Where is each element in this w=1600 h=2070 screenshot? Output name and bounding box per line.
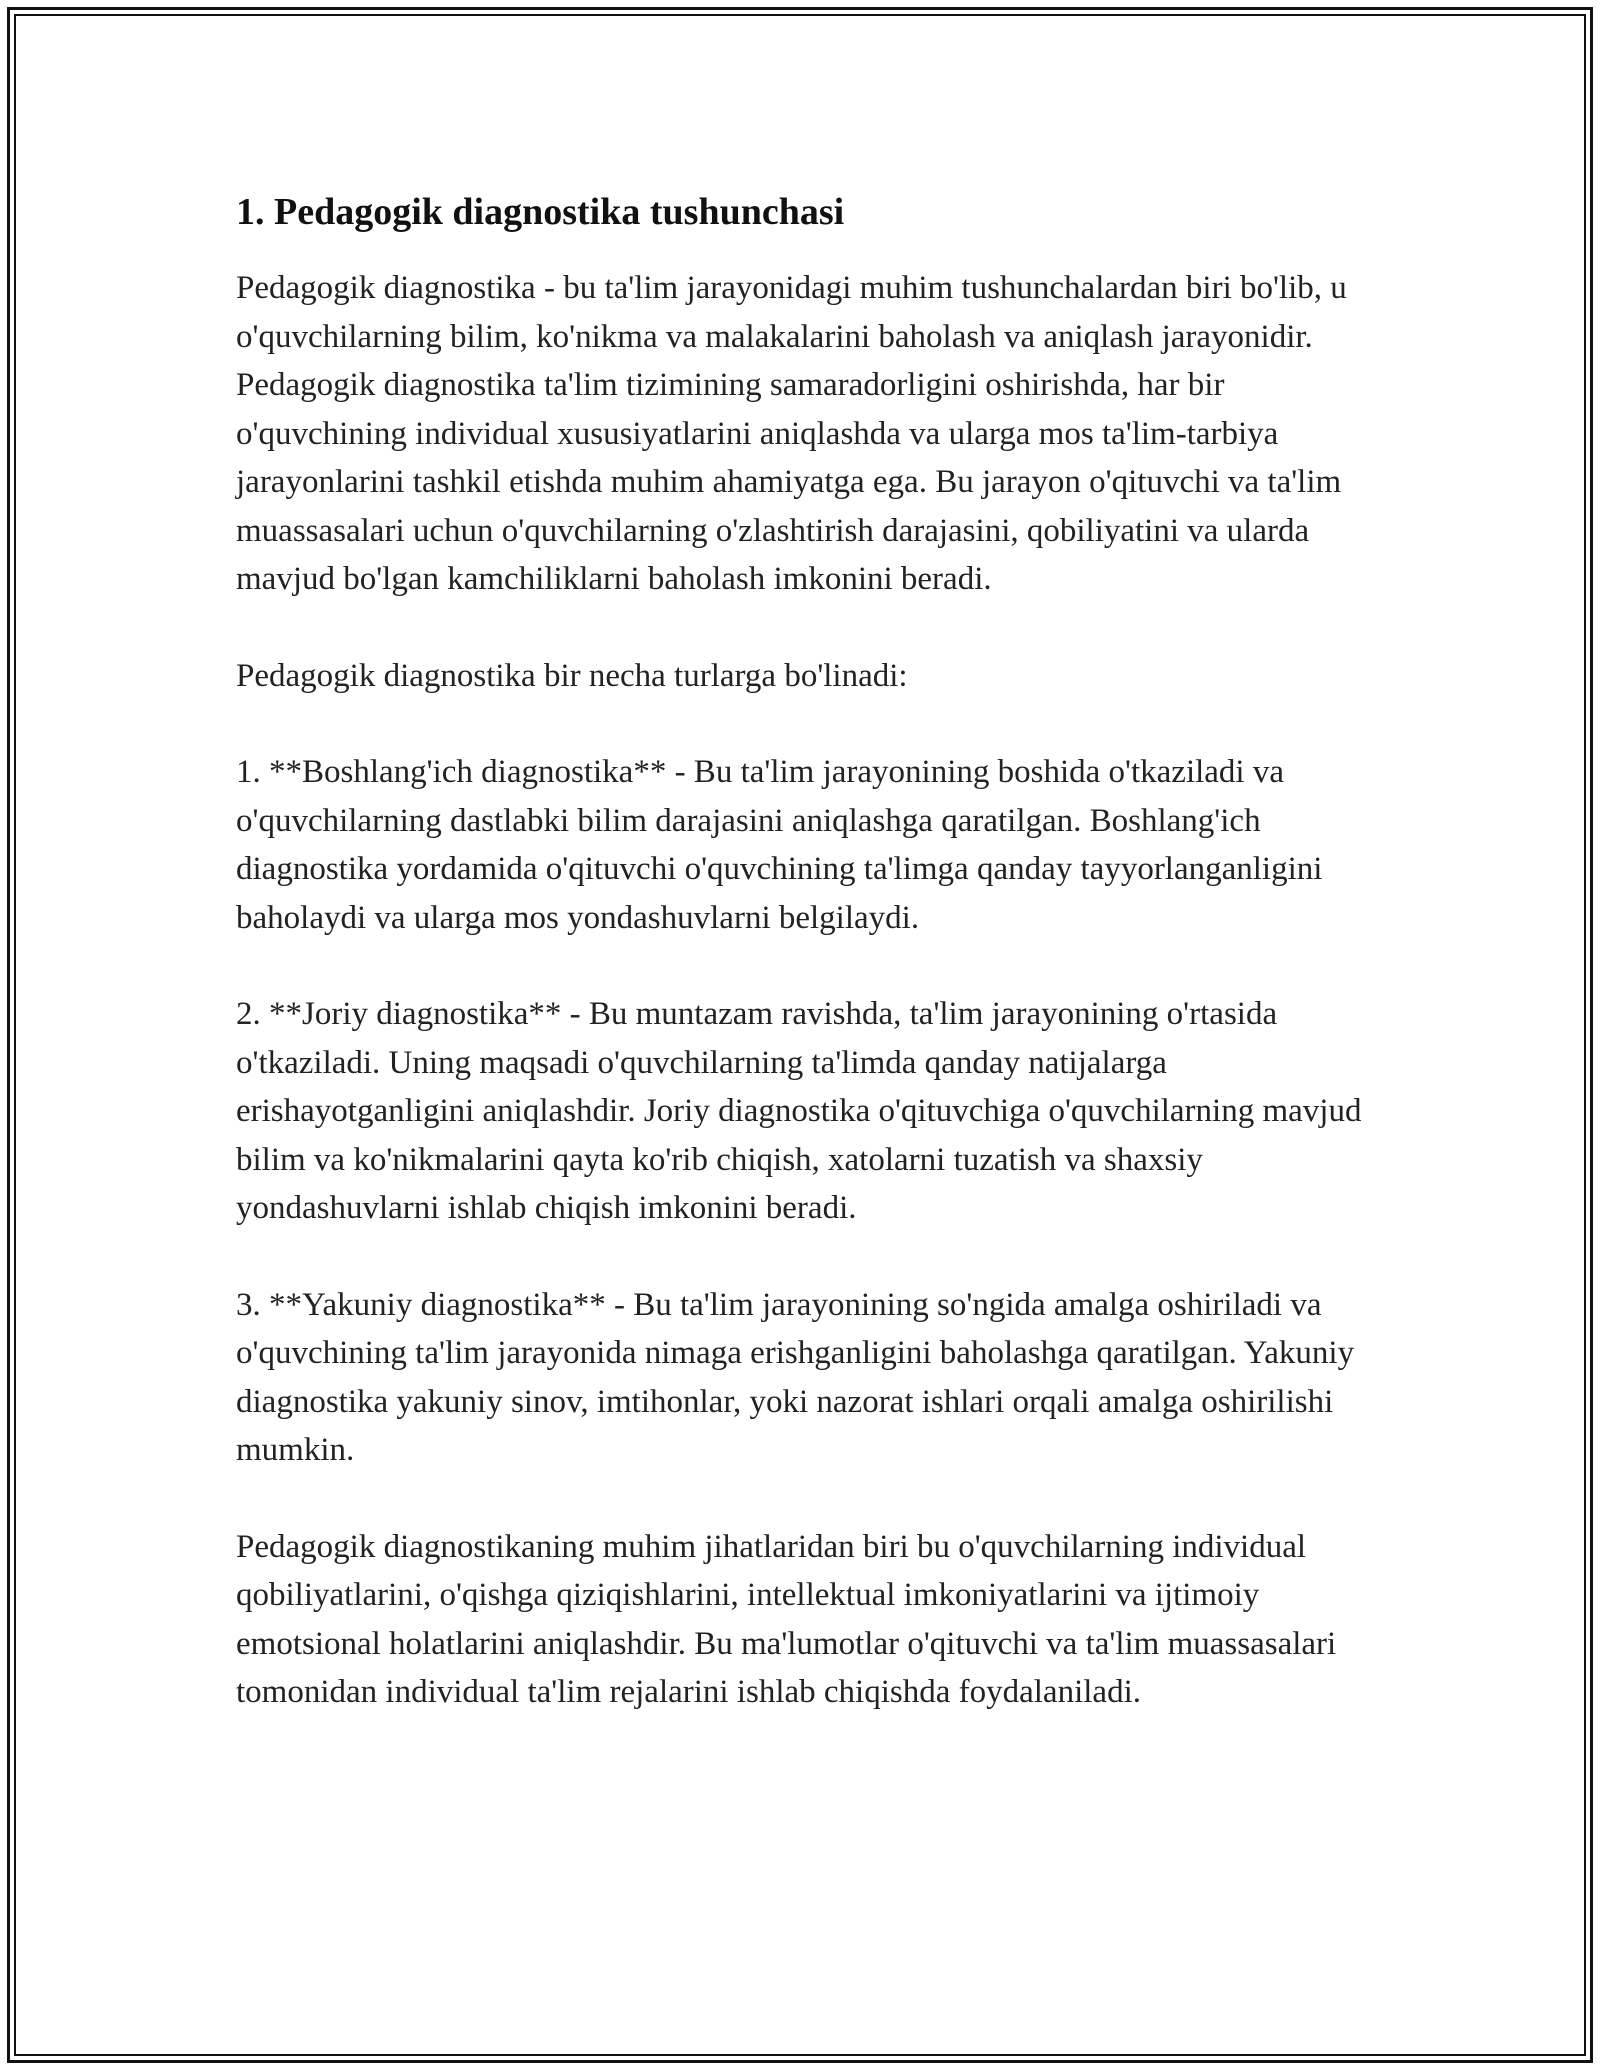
initial-diagnostics-paragraph: 1. **Boshlang'ich diagnostika** - Bu ta'lim jarayonining boshida o'tkaziladi va o'quvchilarning dastlabki bilim darajasini aniqlashga qaratilgan. Boshlang'ich diagnostika yordamida o'qituvchi o'quvchining ta'limga qanday tayyorlanganligini baholaydi va ularga mos yondashuvlarni belgilaydi. — [236, 754, 1323, 936]
final-diagnostics-paragraph: 3. **Yakuniy diagnostika** - Bu ta'lim jarayonining so'ngida amalga oshiriladi va o'quvchining ta'lim jarayonida nimaga erishganligini baholashga qaratilgan. Yakuniy diagnostika yakuniy sinov, imtihonlar, yoki nazorat ishlari orqali amalga oshirilishi mumkin. — [236, 1286, 1355, 1468]
document-body — [236, 188, 1376, 1765]
types-intro-paragraph: Pedagogik diagnostika bir necha turlarga bo'linadi: — [236, 657, 908, 694]
section-heading: 1. Pedagogik diagnostika tushunchasi — [236, 191, 845, 233]
intro-paragraph: Pedagogik diagnostika - bu ta'lim jarayonidagi muhim tushunchalardan biri bo'lib, u o'quvchilarning bilim, ko'nikma va malakalarini baholash va aniqlash jarayonidir. Pedagogik diagnostika ta'lim tizimining samaradorligini oshirishda, har bir o'quvchining individual xususiyatlarini aniqlashda va ularga mos ta'lim-tarbiya jarayonlarini tashkil etishda muhim ahamiyatga ega. Bu jarayon o'qituvchi va ta'lim muassasalari uchun o'quvchilarning o'zlashtirish darajasini, qobiliyatini va ularda mavjud bo'lgan kamchiliklarni baholash imkonini beradi. — [236, 270, 1347, 597]
conclusion-paragraph: Pedagogik diagnostikaning muhim jihatlaridan biri bu o'quvchilarning individual qobiliyatlarini, o'qishga qiziqishlarini, intellektual imkoniyatlarini va ijtimoiy emotsional holatlarini aniqlashdir. Bu ma'lumotlar o'qituvchi va ta'lim muassasalari tomonidan individual ta'lim rejalarini ishlab chiqishda foydalaniladi. — [236, 1528, 1337, 1710]
current-diagnostics-paragraph: 2. **Joriy diagnostika** - Bu muntazam ravishda, ta'lim jarayonining o'rtasida o'tkaziladi. Uning maqsadi o'quvchilarning ta'limda qanday natijalarga erishayotganligini aniqlashdir. Joriy diagnostika o'qituvchiga o'quvchilarning mavjud bilim va ko'nikmalarini qayta ko'rib chiqish, xatolarni tuzatish va shaxsiy yondashuvlarni ishlab chiqish imkonini beradi. — [236, 996, 1362, 1226]
